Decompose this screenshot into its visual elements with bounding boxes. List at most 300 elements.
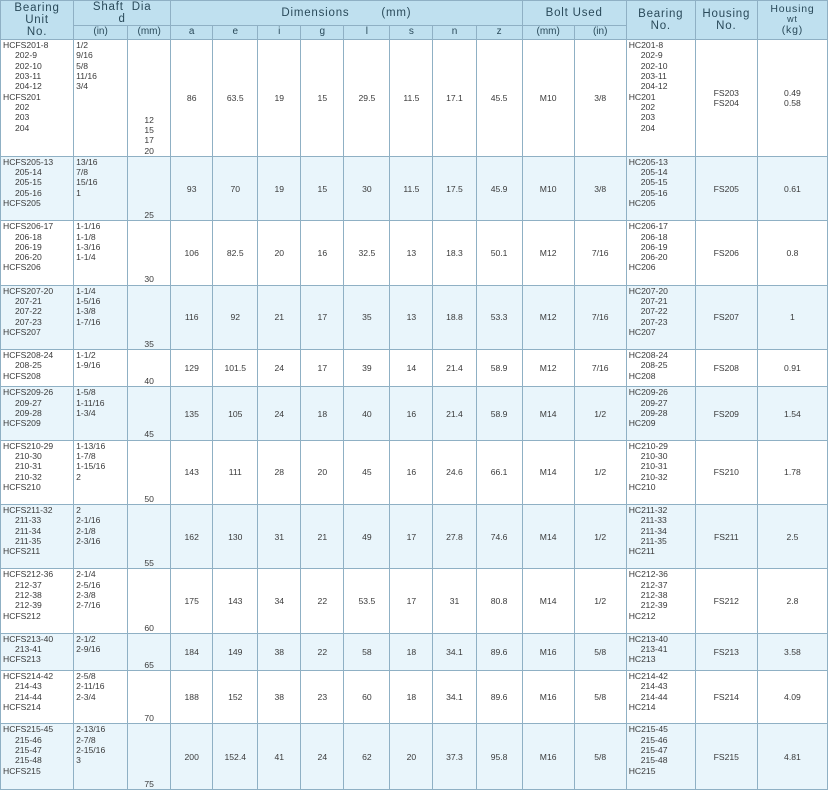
bearing-no-line: 205-15	[640, 177, 668, 188]
dim-i: 31	[258, 505, 301, 569]
bearing-no-line: 204-12	[640, 81, 668, 92]
dim-l: 30	[344, 156, 390, 220]
bolt-mm: M12	[522, 285, 574, 349]
housing-no-cell	[695, 156, 757, 220]
dim-g: 20	[301, 440, 344, 504]
housing-wt-line: 0.49	[784, 88, 801, 98]
shaft-inch-cell	[74, 387, 128, 440]
shaft-inch-line: 1/2	[76, 40, 89, 51]
shaft-mm-cell	[128, 387, 171, 440]
bearing-no-line: 205-14	[640, 167, 668, 178]
bearing-unit-line: HCFS214	[3, 702, 41, 713]
shaft-inch-line: 11/16	[76, 71, 97, 82]
shaft-inch-line: 2-1/16	[76, 515, 101, 526]
bolt-mm: M16	[522, 633, 574, 670]
shaft-mm-line: 55	[144, 558, 154, 569]
bearing-no-line: 212-37	[640, 579, 668, 590]
header-bearing-no: Bearing No.	[626, 1, 695, 40]
shaft-mm-cell	[128, 671, 171, 724]
dim-n: 17.5	[433, 156, 476, 220]
housing-wt-cell	[757, 724, 827, 790]
dim-a: 93	[171, 156, 213, 220]
subheader-bolt-mm: (mm)	[522, 26, 574, 40]
bearing-no-line: HC213-40	[628, 633, 668, 644]
bearing-unit-cell	[1, 440, 74, 504]
bearing-unit-line: HCFS215-45	[3, 724, 54, 735]
shaft-inch-cell	[74, 633, 128, 670]
bearing-unit-line: 205-15	[15, 177, 42, 188]
bearing-no-line: 206-18	[640, 231, 668, 242]
dim-n: 21.4	[433, 387, 476, 440]
bolt-in: 7/16	[574, 221, 626, 285]
dim-n: 34.1	[433, 671, 476, 724]
housing-no-line: FS215	[713, 751, 739, 762]
subheader-e: e	[213, 26, 258, 40]
bearing-unit-line: HCFS208-24	[3, 350, 54, 361]
dim-i: 24	[258, 350, 301, 387]
bearing-no-cell	[626, 40, 695, 157]
shaft-inch-cell	[74, 285, 128, 349]
bearing-unit-line: 208-25	[15, 360, 42, 371]
bearing-no-line: 213-41	[640, 644, 668, 655]
shaft-mm-line: 60	[144, 622, 154, 633]
housing-wt-line: 1.54	[784, 408, 801, 419]
shaft-mm-cell	[128, 40, 171, 157]
table-row	[1, 156, 828, 220]
bearing-unit-line: 205-14	[15, 167, 42, 178]
shaft-mm-cell	[128, 285, 171, 349]
dim-g: 21	[301, 505, 344, 569]
shaft-inch-line: 1-1/2	[76, 350, 96, 361]
bearing-no-line: HC201	[628, 91, 656, 102]
table-body	[1, 40, 828, 790]
dim-z: 89.6	[476, 633, 522, 670]
dim-g: 17	[301, 350, 344, 387]
shaft-inch-cell	[74, 724, 128, 790]
housing-no-line: FS212	[713, 596, 739, 607]
housing-no-line: FS208	[713, 363, 739, 374]
shaft-inch-line: 3/4	[76, 81, 89, 92]
shaft-inch-line: 1-1/4	[76, 252, 96, 263]
bearing-no-cell	[626, 156, 695, 220]
shaft-mm-cell	[128, 505, 171, 569]
dim-a: 135	[171, 387, 213, 440]
dim-s: 18	[390, 671, 433, 724]
dim-l: 49	[344, 505, 390, 569]
housing-wt-cell	[757, 156, 827, 220]
shaft-mm-line: 30	[144, 274, 154, 285]
bearing-no-line: HC205-13	[628, 156, 668, 167]
shaft-mm-cell	[128, 221, 171, 285]
shaft-inch-line: 7/8	[76, 167, 89, 178]
bearing-unit-line: HCFS201	[3, 91, 41, 102]
dim-n: 24.6	[433, 440, 476, 504]
shaft-inch-line: 15/16	[76, 177, 98, 188]
dim-e: 92	[213, 285, 258, 349]
bearing-unit-line: 204-12	[15, 81, 42, 92]
bearing-no-cell	[626, 505, 695, 569]
shaft-inch-line: 1-13/16	[76, 440, 106, 451]
bearing-no-line: 215-47	[640, 745, 668, 756]
bearing-no-cell	[626, 350, 695, 387]
shaft-inch-line: 2-11/16	[76, 681, 105, 692]
shaft-inch-line: 1-9/16	[76, 360, 101, 371]
dim-e: 152	[213, 671, 258, 724]
shaft-inch-line: 2	[76, 471, 81, 482]
shaft-mm-line: 75	[144, 778, 154, 789]
bolt-mm: M16	[522, 724, 574, 790]
housing-no-line: FS205	[713, 183, 739, 194]
dim-i: 20	[258, 221, 301, 285]
table-row	[1, 221, 828, 285]
dim-s: 13	[390, 285, 433, 349]
housing-wt-cell	[757, 440, 827, 504]
dim-g: 15	[301, 156, 344, 220]
shaft-mm-cell	[128, 633, 171, 670]
bearing-unit-line: HCFS208	[3, 370, 41, 381]
dim-i: 19	[258, 156, 301, 220]
shaft-inch-line: 2-15/16	[76, 745, 106, 756]
housing-no-line: FS210	[713, 467, 739, 478]
bolt-mm: M12	[522, 221, 574, 285]
shaft-inch-line: 1-3/4	[76, 407, 96, 418]
dim-g: 23	[301, 671, 344, 724]
bearing-unit-line: HCFS209-26	[3, 387, 54, 398]
bearing-no-line: 214-44	[640, 691, 668, 702]
housing-no-line: FS211	[713, 531, 739, 542]
bearing-no-line: HC211-32	[628, 505, 668, 516]
dim-a: 184	[171, 633, 213, 670]
bearing-unit-line: HCFS213	[3, 654, 41, 665]
bearing-no-cell	[626, 671, 695, 724]
shaft-mm-cell	[128, 156, 171, 220]
dim-n: 27.8	[433, 505, 476, 569]
bearing-unit-line: 214-44	[15, 691, 42, 702]
dim-a: 188	[171, 671, 213, 724]
dim-a: 175	[171, 569, 213, 633]
dim-n: 18.3	[433, 221, 476, 285]
housing-no-cell	[695, 505, 757, 569]
dim-s: 14	[390, 350, 433, 387]
bearing-unit-line: 203-11	[15, 71, 42, 82]
dim-e: 105	[213, 387, 258, 440]
housing-no-cell	[695, 387, 757, 440]
housing-no-line: FS204	[713, 98, 739, 108]
shaft-mm-line: 20	[144, 145, 154, 156]
bearing-unit-line: 206-18	[15, 231, 42, 242]
bearing-no-line: 207-22	[640, 306, 668, 317]
bolt-in: 1/2	[574, 440, 626, 504]
bolt-mm: M16	[522, 671, 574, 724]
housing-no-cell	[695, 671, 757, 724]
bearing-unit-line: 214-43	[15, 681, 42, 692]
housing-wt-line: 1.78	[784, 467, 801, 478]
shaft-inch-cell	[74, 569, 128, 633]
shaft-inch-line: 1-1/8	[76, 231, 96, 242]
shaft-inch-line: 1-1/16	[76, 221, 101, 232]
subheader-l: l	[344, 26, 390, 40]
bearing-no-cell	[626, 569, 695, 633]
bearing-no-line: HC214	[628, 702, 656, 713]
shaft-inch-line: 9/16	[76, 50, 93, 61]
shaft-mm-line: 12	[144, 114, 154, 125]
dim-l: 62	[344, 724, 390, 790]
housing-no-cell	[695, 440, 757, 504]
bearing-unit-cell	[1, 285, 74, 349]
bearing-no-line: 211-35	[640, 535, 667, 546]
bearing-unit-cell	[1, 350, 74, 387]
housing-wt-line: 3.58	[784, 647, 801, 657]
bearing-no-line: HC210	[628, 481, 656, 492]
bearing-no-line: HC208	[628, 370, 656, 381]
bearing-unit-line: HCFS201-8	[3, 40, 49, 51]
housing-no-line: FS206	[713, 247, 739, 258]
bearing-no-cell	[626, 387, 695, 440]
bearing-no-line: 203	[640, 112, 656, 123]
bearing-unit-line: HCFS205	[3, 198, 41, 209]
bearing-unit-line: 207-22	[15, 306, 42, 317]
shaft-inch-line: 1-7/16	[76, 316, 101, 327]
shaft-inch-line: 2-1/2	[76, 633, 96, 644]
bearing-no-line: 214-43	[640, 681, 668, 692]
dim-l: 32.5	[344, 221, 390, 285]
housing-wt-cell	[757, 387, 827, 440]
shaft-inch-line: 2-1/4	[76, 569, 96, 580]
bolt-in: 3/8	[574, 40, 626, 157]
dim-s: 13	[390, 221, 433, 285]
dim-a: 162	[171, 505, 213, 569]
dim-i: 28	[258, 440, 301, 504]
shaft-inch-line: 2-9/16	[76, 644, 101, 655]
bearing-unit-line: 211-35	[15, 535, 42, 546]
housing-wt-cell	[757, 221, 827, 285]
bearing-unit-line: HCFS213-40	[3, 633, 54, 644]
bearing-no-cell	[626, 440, 695, 504]
bolt-in: 5/8	[574, 724, 626, 790]
bearing-unit-cell	[1, 633, 74, 670]
dim-e: 111	[213, 440, 258, 504]
bearing-unit-line: 210-30	[15, 450, 42, 461]
bearing-no-line: 204	[640, 122, 656, 133]
bearing-no-line: 206-19	[640, 241, 668, 252]
bearing-no-line: 210-31	[640, 461, 668, 472]
bearing-no-line: HC201-8	[628, 40, 664, 51]
table-row	[1, 671, 828, 724]
shaft-mm-line: 65	[144, 659, 154, 670]
shaft-mm-cell	[128, 724, 171, 790]
shaft-mm-cell	[128, 350, 171, 387]
dim-g: 24	[301, 724, 344, 790]
dim-z: 50.1	[476, 221, 522, 285]
bolt-in: 7/16	[574, 350, 626, 387]
bearing-no-line: HC212-36	[628, 569, 668, 580]
shaft-inch-cell	[74, 440, 128, 504]
shaft-mm-line: 40	[144, 376, 154, 387]
dim-a: 200	[171, 724, 213, 790]
header-housing-no: Housing No.	[695, 1, 757, 40]
bearing-unit-line: HCFS206-17	[3, 221, 54, 232]
housing-wt-cell	[757, 671, 827, 724]
dim-i: 34	[258, 569, 301, 633]
bearing-no-line: 208-25	[640, 360, 668, 371]
shaft-inch-line: 1	[76, 187, 81, 198]
dim-a: 116	[171, 285, 213, 349]
header-shaft-dia: Shaft Dia d	[74, 1, 171, 26]
bearing-unit-line: 215-47	[15, 745, 42, 756]
bearing-unit-cell	[1, 221, 74, 285]
dim-z: 45.5	[476, 40, 522, 157]
shaft-inch-cell	[74, 671, 128, 724]
shaft-mm-line: 25	[144, 209, 154, 220]
header-dimensions: Dimensions (mm)	[171, 1, 522, 26]
subheader-i: i	[258, 26, 301, 40]
table-row	[1, 633, 828, 670]
bolt-mm: M10	[522, 156, 574, 220]
bolt-in: 1/2	[574, 387, 626, 440]
bearing-no-line: 207-21	[640, 295, 668, 306]
shaft-inch-cell	[74, 156, 128, 220]
dim-i: 24	[258, 387, 301, 440]
bearing-no-line: HC205	[628, 198, 656, 209]
bearing-unit-line: 209-27	[15, 397, 42, 408]
bearing-no-line: HC207-20	[628, 285, 668, 296]
dim-z: 80.8	[476, 569, 522, 633]
bearing-unit-cell	[1, 724, 74, 790]
bolt-mm: M12	[522, 350, 574, 387]
bearing-unit-line: 213-41	[15, 644, 42, 655]
bearing-unit-line: 207-23	[15, 316, 42, 327]
shaft-inch-line: 2-3/8	[76, 590, 96, 601]
bolt-in: 5/8	[574, 671, 626, 724]
header-housing-wt: Housing wt (kg)	[757, 1, 827, 40]
bearing-no-line: HC206	[628, 262, 656, 273]
shaft-inch-line: 1-5/8	[76, 387, 96, 398]
bearing-unit-line: HCFS207	[3, 326, 41, 337]
dim-z: 74.6	[476, 505, 522, 569]
dim-n: 37.3	[433, 724, 476, 790]
shaft-mm-line: 35	[144, 338, 154, 349]
shaft-inch-line: 2-3/16	[76, 535, 101, 546]
shaft-inch-line: 2	[76, 505, 81, 516]
housing-no-line: FS214	[713, 692, 739, 703]
bearing-no-line: HC209	[628, 418, 656, 429]
subheader-g: g	[301, 26, 344, 40]
bearing-unit-line: 205-16	[15, 187, 42, 198]
header-bolt-used: Bolt Used	[522, 1, 626, 26]
housing-wt-line: 4.09	[784, 692, 801, 703]
shaft-mm-cell	[128, 440, 171, 504]
bearing-no-line: 210-30	[640, 450, 668, 461]
table-row	[1, 569, 828, 633]
dim-e: 63.5	[213, 40, 258, 157]
dim-n: 21.4	[433, 350, 476, 387]
bolt-mm: M14	[522, 387, 574, 440]
shaft-inch-line: 5/8	[76, 60, 89, 71]
bearing-unit-line: HCFS212-36	[3, 569, 54, 580]
dim-a: 143	[171, 440, 213, 504]
bearing-no-line: HC208-24	[628, 350, 668, 361]
dim-g: 22	[301, 633, 344, 670]
shaft-inch-line: 3	[76, 755, 81, 766]
shaft-inch-line: 2-7/16	[76, 600, 101, 611]
housing-wt-cell	[757, 633, 827, 670]
bearing-unit-line: HCFS211-32	[3, 505, 53, 516]
shaft-mm-cell	[128, 569, 171, 633]
dim-i: 38	[258, 671, 301, 724]
dim-e: 143	[213, 569, 258, 633]
dim-l: 60	[344, 671, 390, 724]
dim-e: 70	[213, 156, 258, 220]
bearing-no-line: HC212	[628, 610, 656, 621]
shaft-inch-cell	[74, 350, 128, 387]
dim-z: 58.9	[476, 387, 522, 440]
shaft-inch-cell	[74, 40, 128, 157]
bolt-in: 1/2	[574, 569, 626, 633]
bearing-unit-line: HCFS207-20	[3, 285, 54, 296]
dim-z: 95.8	[476, 724, 522, 790]
bearing-unit-line: HCFS210	[3, 481, 41, 492]
shaft-inch-line: 2-7/8	[76, 734, 96, 745]
bearing-no-line: 215-46	[640, 734, 668, 745]
bearing-no-line: 209-28	[640, 407, 668, 418]
dim-z: 45.9	[476, 156, 522, 220]
dim-s: 11.5	[390, 40, 433, 157]
bearing-unit-line: HCFS205-13	[3, 156, 54, 167]
shaft-inch-line: 1-3/16	[76, 241, 101, 252]
bearing-no-line: 211-34	[640, 525, 667, 536]
bearing-unit-line: 203	[15, 112, 30, 123]
bearing-no-cell	[626, 633, 695, 670]
dim-i: 38	[258, 633, 301, 670]
subheader-mm: (mm)	[128, 26, 171, 40]
bearing-no-line: HC215	[628, 765, 656, 776]
bearing-no-cell	[626, 724, 695, 790]
bearing-no-line: 202-10	[640, 60, 668, 71]
header-bearing-unit: Bearing Unit No.	[1, 1, 74, 40]
bearing-no-line: 203-11	[640, 71, 667, 82]
bearing-no-line: 205-16	[640, 187, 668, 198]
bolt-in: 5/8	[574, 633, 626, 670]
bearing-unit-cell	[1, 671, 74, 724]
bolt-mm: M10	[522, 40, 574, 157]
housing-no-line: FS207	[713, 312, 739, 323]
housing-wt-cell	[757, 40, 827, 157]
bolt-mm: M14	[522, 505, 574, 569]
bearing-unit-line: 202-9	[15, 50, 37, 61]
housing-wt-cell	[757, 569, 827, 633]
bearing-no-line: HC206-17	[628, 221, 668, 232]
shaft-mm-line: 17	[144, 135, 154, 146]
bearing-unit-line: HCFS209	[3, 418, 41, 429]
dim-l: 45	[344, 440, 390, 504]
housing-no-cell	[695, 221, 757, 285]
housing-wt-line: 0.91	[784, 363, 801, 374]
housing-no-cell	[695, 40, 757, 157]
table-row	[1, 387, 828, 440]
dim-e: 130	[213, 505, 258, 569]
dim-a: 129	[171, 350, 213, 387]
bolt-mm: M14	[522, 440, 574, 504]
housing-no-line: FS209	[713, 408, 739, 419]
bearing-no-line: HC213	[628, 654, 656, 665]
housing-wt-line: 2.8	[786, 596, 799, 607]
dim-g: 16	[301, 221, 344, 285]
shaft-mm-line: 50	[144, 493, 154, 504]
bearing-unit-line: 215-48	[15, 755, 42, 766]
shaft-inch-line: 1-11/16	[76, 397, 105, 408]
housing-wt-cell	[757, 505, 827, 569]
dim-s: 16	[390, 440, 433, 504]
